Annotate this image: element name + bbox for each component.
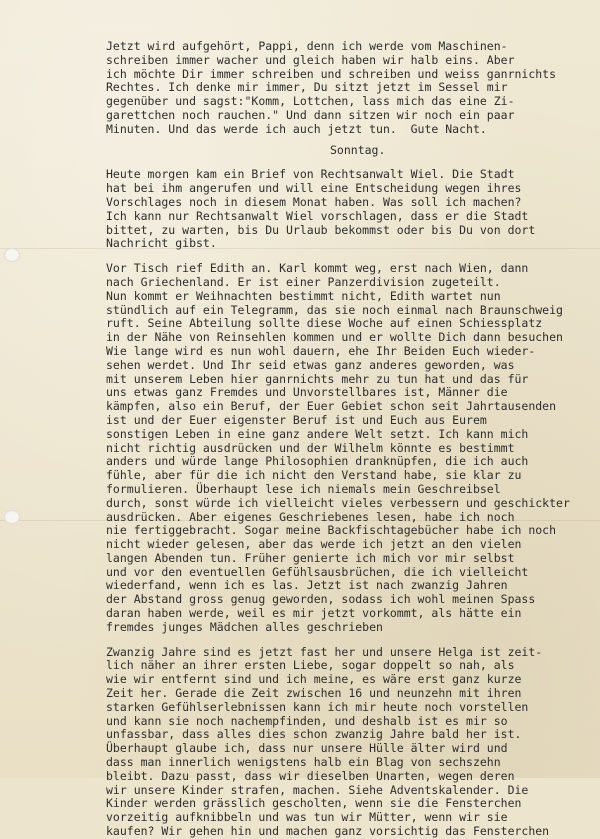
text-line: ausdrücken. Aber eigenes Geschriebenes lesen, habe ich noch [106,509,515,524]
text-line: nie fertiggebracht. Sogar meine Backfischtagebücher habe ich noch [106,523,557,538]
paragraph-edith-call [106,262,592,635]
text-line: kämpfen, also ein Beruf, der Euer Gebiet schon seit Jahrtausenden [106,399,557,414]
text-line: Vor Tisch rief Edith an. Karl kommt weg, erst nach Wien, dann [106,261,529,276]
text-line: ist und der Euer eigenster Beruf ist und Euch aus Eurem [106,412,487,427]
punch-hole [4,510,20,524]
text-line: schreiben immer wacher und gleich haben wir halb eins. Aber [106,52,515,67]
text-line: und vor den eventuellen Gefühlsausbrüchen, die ich vielleicht [106,564,529,579]
text-line: Vorschlages noch in diesem Monat haben. Was soll ich machen? [106,194,522,209]
text-line: fremdes junges Mädchen alles geschrieben [106,619,383,634]
text-line: Kinder werden grässlich gescholten, wenn sie die Fensterchen [106,796,522,811]
text-line: Zwanzig Jahre sind es jetzt fast her und unsere Helga ist zeit- [106,644,543,659]
paragraph-twenty-years [106,646,592,839]
text-line: Wie lange wird es nun wohl dauern, ehe Ihr Beiden Euch wieder- [106,343,536,358]
text-line: nicht wieder gelesen, aber das werde ich jetzt an den vielen [106,537,522,552]
text-line: stündlich auf ein Telegramm, das sie noch einmal nach Braunschweig [106,302,563,317]
text-line: nach Griechenland. Er ist einer Panzerdivision zugeteilt. [106,274,501,289]
text-line: und kann sie noch nachempfinden, und deshalb ist es mir so [106,713,508,728]
text-line: kaufen? Wir gehen hin und machen ganz vorsichtig das Fensterchen [106,824,550,839]
text-line: Überhaupt glaube ich, dass nur unsere Hülle älter wird und [106,741,508,756]
text-line: der Abstand gross genug geworden, sodass ich wohl meinen Spass [106,592,536,607]
text-line: ich möchte Dir immer schreiben und schreiben und weiss ganrnichts [106,66,557,81]
text-line: Jetzt wird aufgehört, Pappi, denn ich werde vom Maschinen- [106,39,508,53]
paragraph-closing-night [106,40,592,137]
text-line: vorzeitig aufknibbeln und was tun wir Mütter, wenn wir sie [106,810,508,825]
text-line: fühle, aber für die ich nicht den Verstand habe, sie klar zu [106,468,522,483]
letter-body [106,40,592,839]
text-line: in der Nähe von Reinsehlen kommen und er wollte Dich dann besuchen [106,330,563,345]
text-line: sonstigen Leben in eine ganz andere Welt setzt. Ich kann mich [106,426,529,441]
text-line: gegenüber und sagst:"Komm, Lottchen, lass mich das eine Zi- [106,94,515,109]
text-line: garettchen noch rauchen." Und dann sitzen wir noch ein paar [106,107,515,122]
text-line: wir unsere Kinder strafen, machen. Siehe Adventskalender. Die [106,782,529,797]
text-line: Heute morgen kam ein Brief von Rechtsanwalt Wiel. Die Stadt [106,167,515,182]
text-line: mit unserem Leben hier ganrnichts mehr zu tun hat und das für [106,371,529,386]
text-line: ruft. Seine Abteilung sollte diese Woche auf einen Schiessplatz [106,316,543,331]
text-line: sehen werdet. Und Ihr seid etwas ganz anderes geworden, was [106,357,515,372]
text-line: Ich kann nur Rechtsanwalt Wiel vorschlagen, dass er die Stadt [106,208,529,223]
text-line: daran haben werde, weil es mir jetzt vorkommt, als hätte ein [106,606,522,621]
text-line: dass man innerlich wenigstens halb ein Blag von sechszehn [106,755,501,770]
text-line: nicht richtig ausdrücken und der Wilhelm könnte es bestimmt [106,440,515,455]
text-line: langen Abenden tun. Früher genierte ich mich vor mir selbst [106,550,515,565]
text-line: wie wir entfernt sind und ich meine, es wäre erst ganz kurze [106,672,522,687]
text-line: Zeit her. Gerade die Zeit zwischen 16 und neunzehn mit ihren [106,686,522,701]
punch-hole [4,248,20,262]
text-line: starken Gefühlserlebnissen kann ich mir heute noch vorstellen [106,699,529,714]
text-line: wiederfand, wenn ich es las. Jetzt ist nach zwanzig Jahren [106,578,508,593]
text-line: unfassbar, dass alles dies schon zwanzig Jahre bald her ist. [106,727,522,742]
text-line: Nun kommt er Weihnachten bestimmt nicht, Edith wartet nun [106,288,501,303]
text-line: uns etwas ganz Fremdes und Unvorstellbares ist, Männer die [106,385,508,400]
paragraph-lawyer-letter [106,168,592,251]
text-line: Rechtes. Ich denke mir immer, Du sitzt jetzt im Sessel mir [106,80,508,95]
day-heading: Sonntag. [330,142,386,157]
text-line: anders und würde lange Philosophien dranknüpfen, die ich auch [106,454,529,469]
text-line: bittet, zu warten, bis Du Urlaub bekommst oder bis Du von dort [106,222,536,237]
text-line: formulieren. Überhaupt lese ich niemals mein Geschreibsel [106,481,501,496]
text-line: durch, sonst würde ich vielleicht vieles verbessern und geschickter [106,495,570,510]
text-line: Minuten. Und das werde ich auch jetzt tun. Gute Nacht. [106,121,487,136]
text-line: hat bei ihm angerufen und will eine Entscheidung wegen ihres [106,181,522,196]
text-line: Nachricht gibst. [106,236,217,251]
text-line: lich näher an ihrer ersten Liebe, sogar doppelt so nah, als [106,658,515,673]
text-line: bleibt. Dazu passt, dass wir dieselben Unarten, wegen deren [106,768,515,783]
